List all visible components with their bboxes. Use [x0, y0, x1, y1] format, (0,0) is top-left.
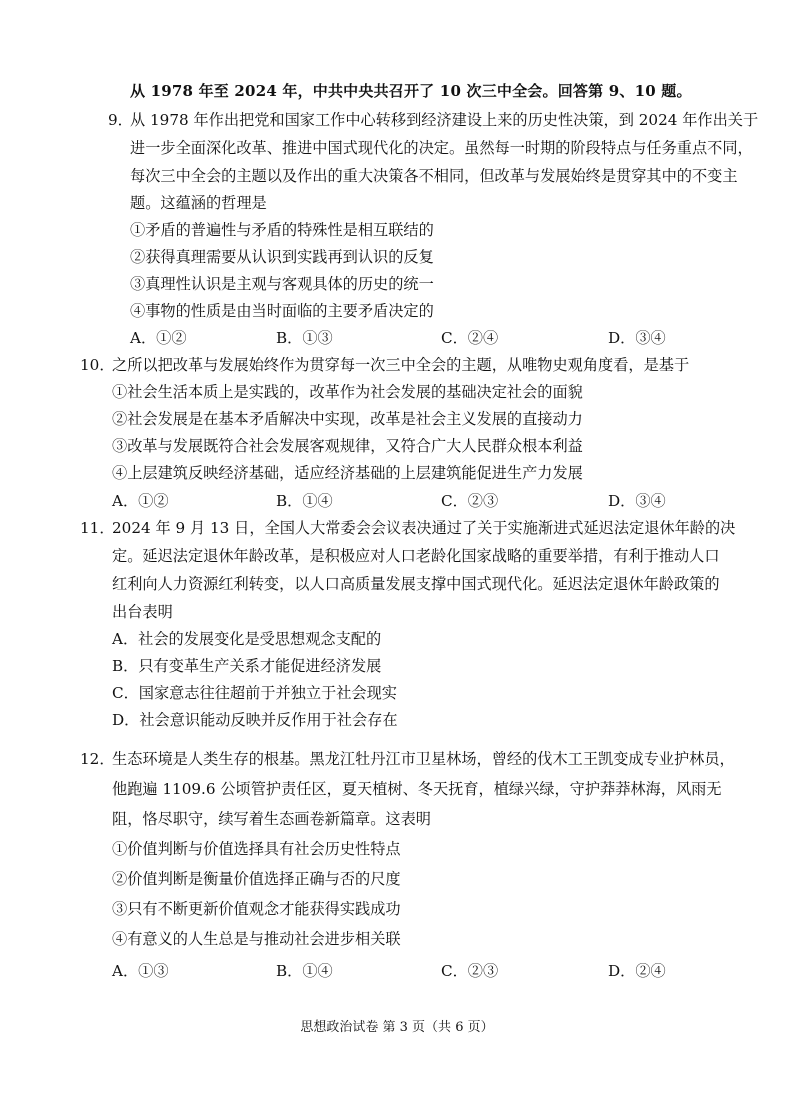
option-b[interactable]: B．①④ [276, 962, 333, 980]
statement-item: ③只有不断更新价值观念才能获得实践成功 [112, 900, 401, 918]
option-d[interactable]: D．③④ [608, 492, 666, 510]
question-number: 9． [108, 111, 133, 129]
question-text-line: 定。延迟法定退休年龄改革，是积极应对人口老龄化国家战略的重要举措，有利于推动人口 [112, 547, 720, 565]
question-number: 10． [80, 356, 115, 374]
question-text-line: 题。这蕴涵的哲理是 [130, 194, 267, 212]
option-c[interactable]: C．②④ [441, 329, 499, 347]
option-a[interactable]: A．①③ [112, 962, 169, 980]
option-b[interactable]: B．①③ [276, 329, 333, 347]
question-text-line: 阻，恪尽职守，续写着生态画卷新篇章。这表明 [112, 810, 431, 828]
statement-item: ③改革与发展既符合社会发展客观规律，又符合广大人民群众根本利益 [112, 437, 583, 455]
intro-text: 从 1978 年至 2024 年，中共中央共召开了 10 次三中全会。回答第 9、10 题。 [130, 82, 692, 100]
option-d[interactable]: D．③④ [608, 329, 666, 347]
question-number: 12． [80, 750, 115, 768]
question-text-line: 之所以把改革与发展始终作为贯穿每一次三中全会的主题，从唯物史观角度看，是基于 [112, 356, 690, 374]
option-a[interactable]: A．①② [130, 329, 187, 347]
option-a[interactable]: A．①② [112, 492, 169, 510]
statement-item: ①社会生活本质上是实践的，改革作为社会发展的基础决定社会的面貌 [112, 383, 583, 401]
statement-item: ④有意义的人生总是与推动社会进步相关联 [112, 930, 401, 948]
statement-item: ②获得真理需要从认识到实践再到认识的反复 [130, 248, 434, 266]
option-b[interactable]: B．①④ [276, 492, 333, 510]
statement-item: ②价值判断是衡量价值选择正确与否的尺度 [112, 870, 401, 888]
question-text-line: 出台表明 [112, 603, 173, 621]
option-c[interactable]: C．②③ [441, 492, 499, 510]
statement-item: ④事物的性质是由当时面临的主要矛盾决定的 [130, 302, 434, 320]
option-d[interactable]: D．②④ [608, 962, 666, 980]
option-d[interactable]: D．社会意识能动反映并反作用于社会存在 [112, 711, 398, 729]
question-text-line: 从 1978 年作出把党和国家工作中心转移到经济建设上来的历史性决策，到 2024 年作出关于 [130, 111, 759, 129]
statement-item: ①价值判断与价值选择具有社会历史性特点 [112, 840, 401, 858]
question-text-line: 红利向人力资源红利转变，以人口高质量发展支撑中国式现代化。延迟法定退休年龄政策的 [112, 575, 720, 593]
question-text-line: 进一步全面深化改革、推进中国式现代化的决定。虽然每一时期的阶段特点与任务重点不同， [130, 139, 753, 157]
statement-item: ③真理性认识是主观与客观具体的历史的统一 [130, 275, 434, 293]
option-c[interactable]: C．国家意志往往超前于并独立于社会现实 [112, 684, 397, 702]
option-b[interactable]: B．只有变革生产关系才能促进经济发展 [112, 657, 382, 675]
question-text-line: 2024 年 9 月 13 日，全国人大常委会会议表决通过了关于实施渐进式延迟法定退休年龄的决 [112, 519, 736, 537]
question-number: 11． [80, 519, 115, 537]
statement-item: ④上层建筑反映经济基础，适应经济基础的上层建筑能促进生产力发展 [112, 464, 583, 482]
question-text-line: 他跑遍 1109.6 公顷管护责任区，夏天植树、冬天抚育，植绿兴绿，守护莽莽林海，风雨无 [112, 780, 722, 798]
question-text-line: 生态环境是人类生存的根基。黑龙江牡丹江市卫星林场，曾经的伐木工王凯变成专业护林员， [112, 750, 735, 768]
question-text-line: 每次三中全会的主题以及作出的重大决策各不相同，但改革与发展始终是贯穿其中的不变主 [130, 167, 738, 185]
statement-item: ①矛盾的普遍性与矛盾的特殊性是相互联结的 [130, 221, 434, 239]
page-footer: 思想政治试卷 第 3 页（共 6 页） [300, 1020, 494, 1035]
statement-item: ②社会发展是在基本矛盾解决中实现，改革是社会主义发展的直接动力 [112, 410, 583, 428]
option-c[interactable]: C．②③ [441, 962, 499, 980]
option-a[interactable]: A．社会的发展变化是受思想观念支配的 [112, 630, 382, 648]
